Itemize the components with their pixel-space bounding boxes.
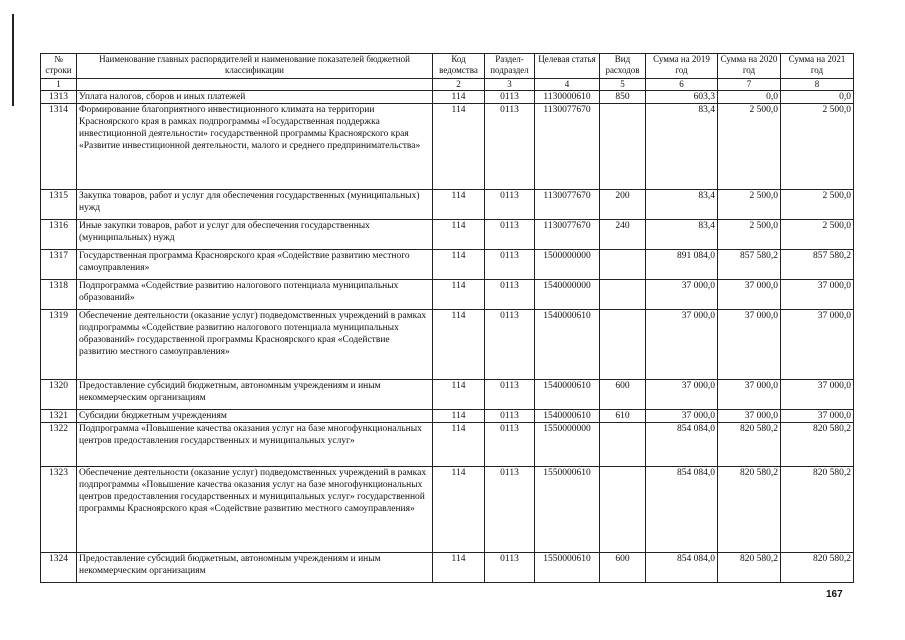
- row-dept-code: 114: [433, 280, 485, 310]
- row-section: 0113: [485, 380, 535, 410]
- column-number: 5: [600, 79, 646, 91]
- row-section: 0113: [485, 250, 535, 280]
- row-number: 1322: [41, 423, 77, 467]
- row-sum-2020: 37 000,0: [718, 280, 781, 310]
- row-sum-2020: 2 500,0: [718, 190, 781, 220]
- row-sum-2019: 37 000,0: [646, 380, 718, 410]
- page-number: 167: [826, 589, 843, 600]
- row-expense-type: 610: [600, 410, 646, 423]
- table-row: [41, 467, 854, 553]
- row-target-article: 1500000000: [535, 250, 600, 280]
- budget-table: [40, 53, 854, 583]
- row-sum-2019: 891 084,0: [646, 250, 718, 280]
- header-dept-code: Код ведомства: [433, 54, 485, 79]
- table-row: [41, 220, 854, 250]
- row-dept-code: 114: [433, 220, 485, 250]
- row-expense-type: [600, 467, 646, 553]
- row-target-article: 1540000610: [535, 310, 600, 380]
- row-number: 1315: [41, 190, 77, 220]
- header-name: Наименование главных распорядителей и наименование показателей бюджетной классификации: [77, 54, 433, 79]
- table-row: [41, 553, 854, 583]
- row-dept-code: 114: [433, 410, 485, 423]
- row-expense-type: [600, 423, 646, 467]
- row-dept-code: 114: [433, 250, 485, 280]
- row-sum-2021: 857 580,2: [781, 250, 854, 280]
- row-number: 1314: [41, 104, 77, 190]
- row-expense-type: [600, 310, 646, 380]
- row-section: 0113: [485, 467, 535, 553]
- column-number: 1: [41, 79, 77, 91]
- row-expense-type: [600, 280, 646, 310]
- row-dept-code: 114: [433, 91, 485, 104]
- row-number: 1320: [41, 380, 77, 410]
- row-dept-code: 114: [433, 380, 485, 410]
- budget-sheet: [40, 53, 853, 583]
- row-sum-2019: 37 000,0: [646, 410, 718, 423]
- row-expense-type: 850: [600, 91, 646, 104]
- row-number: 1316: [41, 220, 77, 250]
- row-sum-2019: 854 084,0: [646, 553, 718, 583]
- row-sum-2021: 37 000,0: [781, 380, 854, 410]
- row-sum-2021: 2 500,0: [781, 104, 854, 190]
- column-number: 3: [485, 79, 535, 91]
- row-sum-2019: 83,4: [646, 104, 718, 190]
- row-name: Иные закупки товаров, работ и услуг для обеспечения государственных (муниципальных) нужд: [77, 220, 433, 250]
- row-target-article: 1130000610: [535, 91, 600, 104]
- row-sum-2019: 854 084,0: [646, 423, 718, 467]
- row-name: Государственная программа Красноярского края «Содействие развитию местного самоуправления»: [77, 250, 433, 280]
- row-sum-2020: 0,0: [718, 91, 781, 104]
- row-sum-2020: 2 500,0: [718, 220, 781, 250]
- row-name: Обеспечение деятельности (оказание услуг) подведомственных учреждений в рамках подпрограммы «Содействие развитию налогового потенциала муниципальных образований» государственной программы Красноярского края «Содействие развитию местного самоуправления»: [77, 310, 433, 380]
- column-number-row: [41, 79, 854, 91]
- column-number: 4: [535, 79, 600, 91]
- row-sum-2021: 820 580,2: [781, 553, 854, 583]
- row-sum-2019: 37 000,0: [646, 310, 718, 380]
- row-sum-2019: 83,4: [646, 190, 718, 220]
- row-expense-type: 600: [600, 380, 646, 410]
- row-target-article: 1540000610: [535, 410, 600, 423]
- row-sum-2020: 37 000,0: [718, 310, 781, 380]
- row-sum-2019: 83,4: [646, 220, 718, 250]
- column-number: 8: [781, 79, 854, 91]
- row-name: Подпрограмма «Содействие развитию налогового потенциала муниципальных образований»: [77, 280, 433, 310]
- row-sum-2020: 820 580,2: [718, 553, 781, 583]
- row-sum-2020: 2 500,0: [718, 104, 781, 190]
- column-number: 7: [718, 79, 781, 91]
- row-dept-code: 114: [433, 190, 485, 220]
- row-number: 1321: [41, 410, 77, 423]
- header-sum-2021: Сумма на 2021 год: [781, 54, 854, 79]
- table-row: [41, 380, 854, 410]
- row-section: 0113: [485, 423, 535, 467]
- row-target-article: 1130077670: [535, 104, 600, 190]
- row-target-article: 1540000000: [535, 280, 600, 310]
- row-expense-type: [600, 250, 646, 280]
- row-name: Формирование благоприятного инвестиционного климата на территории Красноярского края в рамках подпрограммы «Государственная поддержка инвестиционной деятельности» государственной программы Красноярского края «Развитие инвестиционной деятельности, малого и среднего предпринимательства»: [77, 104, 433, 190]
- row-sum-2020: 37 000,0: [718, 410, 781, 423]
- table-row: [41, 410, 854, 423]
- row-sum-2019: 603,3: [646, 91, 718, 104]
- row-name: Подпрограмма «Повышение качества оказания услуг на базе многофункциональных центров предоставления государственных и муниципальных услуг»: [77, 423, 433, 467]
- row-section: 0113: [485, 220, 535, 250]
- row-section: 0113: [485, 410, 535, 423]
- row-name: Уплата налогов, сборов и иных платежей: [77, 91, 433, 104]
- row-name: Предоставление субсидий бюджетным, автономным учреждениям и иным некоммерческим организациям: [77, 553, 433, 583]
- row-number: 1318: [41, 280, 77, 310]
- row-dept-code: 114: [433, 553, 485, 583]
- row-section: 0113: [485, 190, 535, 220]
- header-sum-2019: Сумма на 2019 год: [646, 54, 718, 79]
- row-name: Закупка товаров, работ и услуг для обеспечения государственных (муниципальных) нужд: [77, 190, 433, 220]
- row-sum-2021: 2 500,0: [781, 220, 854, 250]
- row-dept-code: 114: [433, 467, 485, 553]
- row-target-article: 1540000610: [535, 380, 600, 410]
- row-dept-code: 114: [433, 310, 485, 380]
- column-number: [77, 79, 433, 91]
- row-section: 0113: [485, 553, 535, 583]
- row-sum-2021: 0,0: [781, 91, 854, 104]
- row-expense-type: [600, 104, 646, 190]
- row-name: Предоставление субсидий бюджетным, автономным учреждениям и иным некоммерческим организациям: [77, 380, 433, 410]
- row-sum-2021: 37 000,0: [781, 280, 854, 310]
- header-target-article: Целевая статья: [535, 54, 600, 79]
- row-sum-2020: 37 000,0: [718, 380, 781, 410]
- row-section: 0113: [485, 310, 535, 380]
- row-sum-2021: 37 000,0: [781, 310, 854, 380]
- row-number: 1324: [41, 553, 77, 583]
- table-row: [41, 104, 854, 190]
- row-target-article: 1130077670: [535, 190, 600, 220]
- table-row: [41, 423, 854, 467]
- table-row: [41, 91, 854, 104]
- row-dept-code: 114: [433, 104, 485, 190]
- row-name: Обеспечение деятельности (оказание услуг) подведомственных учреждений в рамках подпрограммы «Повышение качества оказания услуг на базе многофункциональных центров предоставления государственных и муниципальных услуг» государственной программы Красноярского края «Содействие развитию местного самоуправления»: [77, 467, 433, 553]
- row-sum-2021: 820 580,2: [781, 423, 854, 467]
- row-sum-2019: 854 084,0: [646, 467, 718, 553]
- table-row: [41, 250, 854, 280]
- row-sum-2020: 820 580,2: [718, 467, 781, 553]
- row-number: 1317: [41, 250, 77, 280]
- row-dept-code: 114: [433, 423, 485, 467]
- row-target-article: 1550000610: [535, 553, 600, 583]
- row-sum-2020: 857 580,2: [718, 250, 781, 280]
- table-row: [41, 280, 854, 310]
- row-number: 1313: [41, 91, 77, 104]
- table-row: [41, 190, 854, 220]
- row-name: Субсидии бюджетным учреждениям: [77, 410, 433, 423]
- row-sum-2021: 37 000,0: [781, 410, 854, 423]
- row-number: 1323: [41, 467, 77, 553]
- column-number: 2: [433, 79, 485, 91]
- row-target-article: 1550000000: [535, 423, 600, 467]
- row-expense-type: 600: [600, 553, 646, 583]
- row-expense-type: 240: [600, 220, 646, 250]
- header-row-number: № строки: [41, 54, 77, 79]
- header-sum-2020: Сумма на 2020 год: [718, 54, 781, 79]
- table-row: [41, 310, 854, 380]
- row-expense-type: 200: [600, 190, 646, 220]
- header-section: Раздел-подраздел: [485, 54, 535, 79]
- binding-margin-line: [12, 14, 14, 106]
- row-section: 0113: [485, 280, 535, 310]
- row-target-article: 1550000610: [535, 467, 600, 553]
- column-number: 6: [646, 79, 718, 91]
- row-sum-2019: 37 000,0: [646, 280, 718, 310]
- row-target-article: 1130077670: [535, 220, 600, 250]
- row-sum-2021: 820 580,2: [781, 467, 854, 553]
- row-number: 1319: [41, 310, 77, 380]
- header-row: [41, 54, 854, 79]
- row-section: 0113: [485, 104, 535, 190]
- row-sum-2021: 2 500,0: [781, 190, 854, 220]
- header-expense-type: Вид расходов: [600, 54, 646, 79]
- row-section: 0113: [485, 91, 535, 104]
- row-sum-2020: 820 580,2: [718, 423, 781, 467]
